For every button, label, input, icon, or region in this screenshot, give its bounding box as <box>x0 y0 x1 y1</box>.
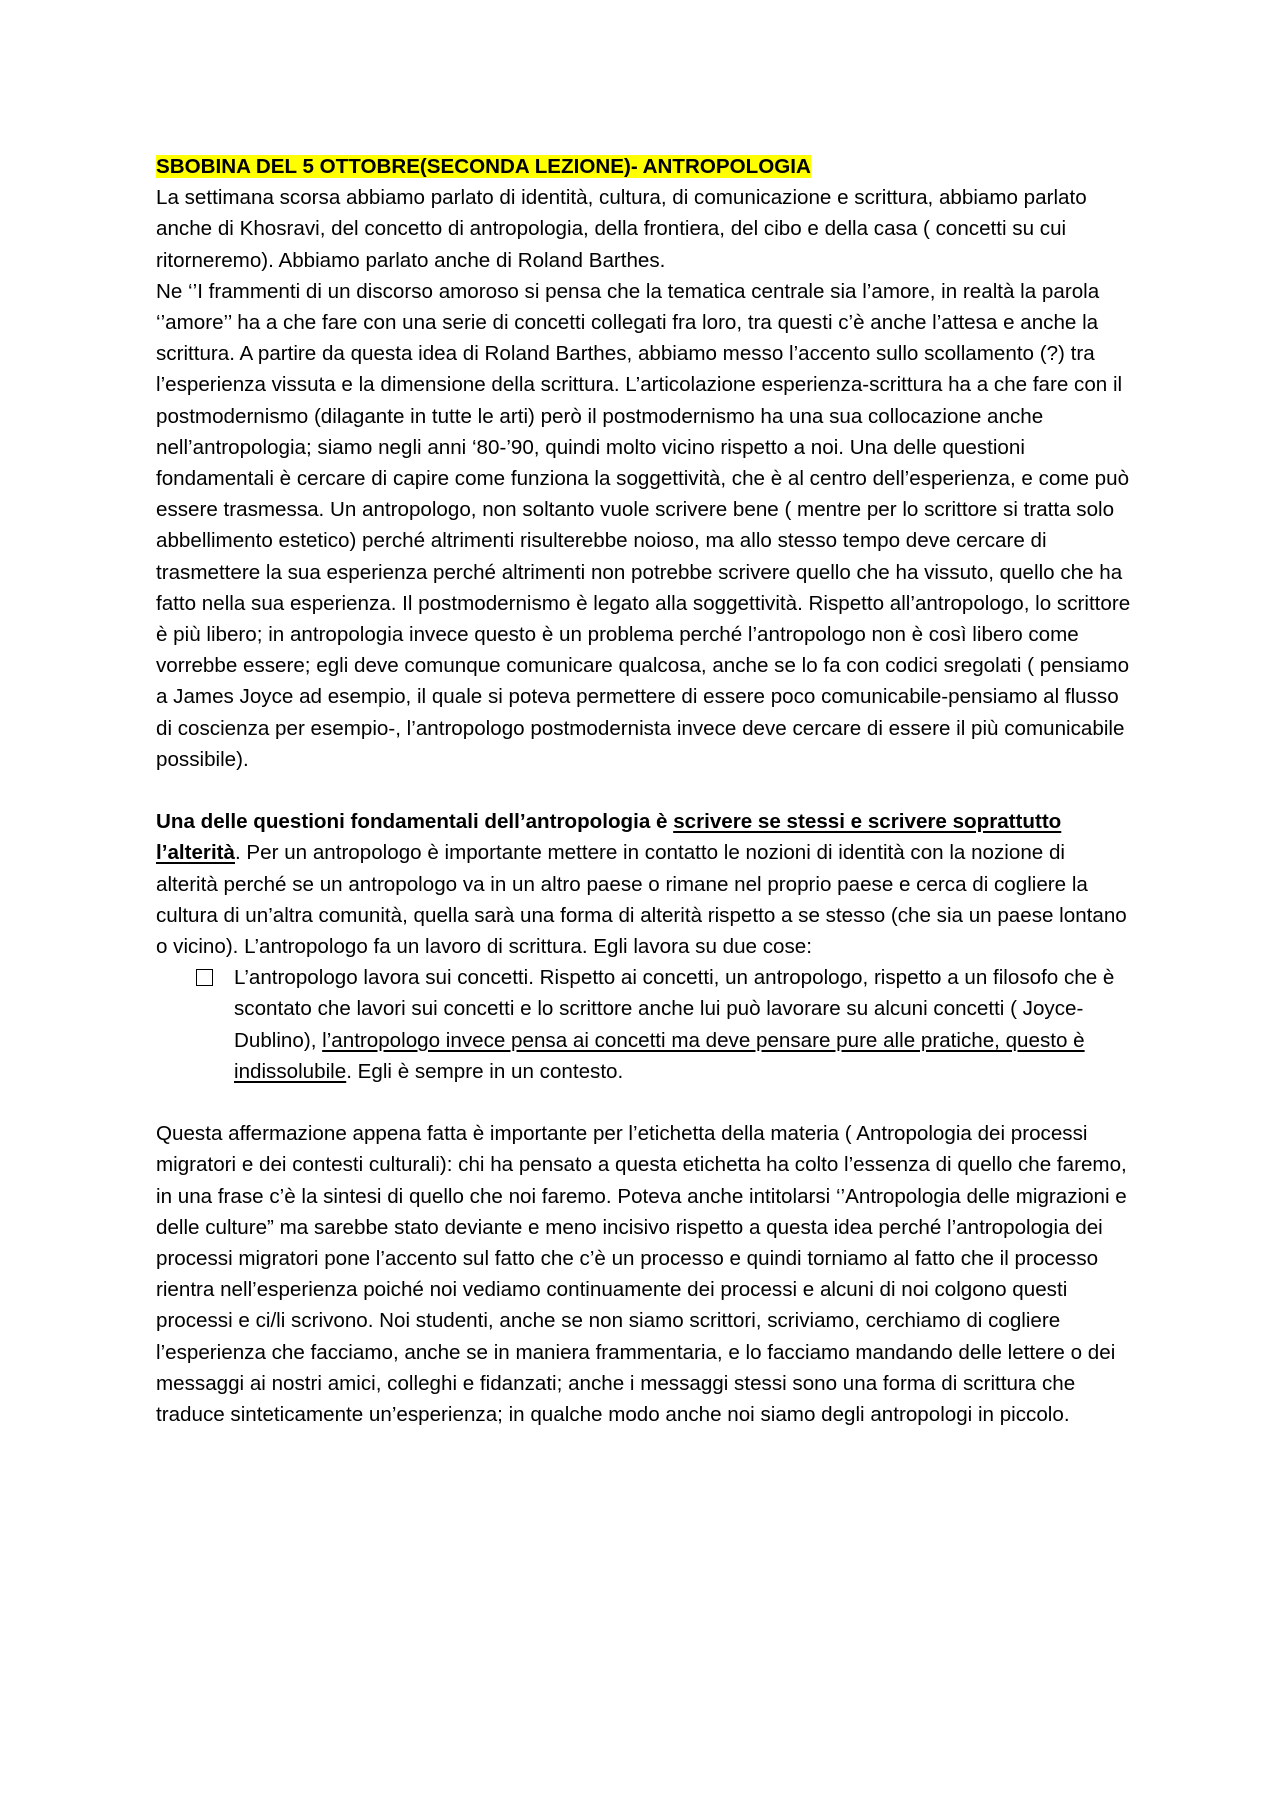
checkbox-icon[interactable] <box>196 969 213 986</box>
paragraph-barthes: Ne ‘’I frammenti di un discorso amoroso si pensa che la tematica centrale sia l’amore, in realtà la parola ‘’amore’’ ha a che fare con una serie di concetti collegati fra loro, tra questi c’è anche l’attesa e anche la scrittura. A partire da questa idea di Roland Barthes, abbiamo messo l’accento sullo scollamento (?) tra l’esperienza vissuta e la dimensione della scrittura. L’articolazione esperienza-scrittura ha a che fare con il postmodernismo (dilagante in tutte le arti) però il postmodernismo ha una sua collocazione anche nell’antropologia; siamo negli anni ‘80-’90, quindi molto vicino rispetto a noi. Una delle questioni fondamentali è cercare di capire come funziona la soggettività, che è al centro dell’esperienza, e come può essere trasmessa. Un antropologo, non soltanto vuole scrivere bene ( mentre per lo scrittore si tratta solo abbellimento estetico) perché altrimenti risulterebbe noioso, ma allo stesso tempo deve cercare di trasmettere la sua esperienza perché altrimenti non potrebbe scrivere quello che ha vissuto, quello che ha fatto nella sua esperienza. Il postmodernismo è legato alla soggettività. Rispetto all’antropologo, lo scrittore è più libero; in antropologia invece questo è un problema perché l’antropologo non è così libero come vorrebbe essere; egli deve comunque comunicare qualcosa, anche se lo fa con codici sregolati ( pensiamo a James Joyce ad esempio, il quale si poteva permettere di essere poco comunicabile-pensiamo al flusso di coscienza per esempio-, l’antropologo postmodernista invece deve cercare di essere il più comunicabile possibile). <box>156 279 1131 771</box>
checklist-item-text: L’antropologo lavora sui concetti. Rispetto ai concetti, un antropologo, rispetto a un filosofo che è scontato che lavori sui concetti e lo scrittore anche lui può lavorare su alcuni concetti ( Joyce-Dublino), <box>234 966 1115 1052</box>
alterity-bold-underlined: scrivere se stessi e scrivere soprattutto l’alterità <box>156 810 1062 865</box>
paragraph-spacer <box>156 775 1132 806</box>
checklist-item-underlined: l’antropologo invece pensa ai concetti ma deve pensare pure alle pratiche, questo è indissolubile <box>234 1028 1085 1083</box>
paragraph-intro: La settimana scorsa abbiamo parlato di identità, cultura, di comunicazione e scrittura, abbiamo parlato anche di Khosravi, del concetto di antropologia, della frontiera, del cibo e della casa ( concetti su cui ritorneremo). Abbiamo parlato anche di Roland Barthes. <box>156 186 1087 272</box>
alterity-bold-lead: Una delle questioni fondamentali dell’antropologia è <box>156 810 674 834</box>
checklist-item-tail: . Egli è sempre in un contesto. <box>346 1059 624 1083</box>
alterity-text: . Per un antropologo è importante mettere in contatto le nozioni di identità con la nozione di alterità perché se un antropologo va in un altro paese o rimane nel proprio paese e cerca di cogliere la cultura di un’altra comunità, quella sarà una forma di alterità rispetto a se stesso (che sia un paese lontano o vicino). L’antropologo fa un lavoro di scrittura. Egli lavora su due cose: <box>156 841 1127 959</box>
paragraph-etichetta: Questa affermazione appena fatta è importante per l’etichetta della materia ( Antropologia dei processi migratori e dei contesti culturali): chi ha pensato a questa etichetta ha colto l’essenza di quello che faremo, in una frase c’è la sintesi di quello che noi faremo. Poteva anche intitolarsi ‘’Antropologia delle migrazioni e delle culture” ma sarebbe stato deviante e meno incisivo rispetto a questa idea perché l’antropologia dei processi migratori pone l’accento sul fatto che c’è un processo e quindi torniamo al fatto che il processo rientra nell’esperienza poiché noi vediamo continuamente dei processi e alcuni di noi colgono questi processi e ci/li scrivono. Noi studenti, anche se non siamo scrittori, scriviamo, cerchiamo di cogliere l’esperienza che facciamo, anche se in maniera frammentaria, e lo facciamo mandando delle lettere o dei messaggi ai nostri amici, colleghi e fidanzati; anche i messaggi stessi sono una forma di scrittura che traduce sinteticamente un’esperienza; in qualche modo anche noi siamo degli antropologi in piccolo. <box>156 1122 1127 1427</box>
paragraph-alterity <box>156 806 1132 962</box>
checklist <box>156 962 1132 1087</box>
document-body <box>156 151 1132 1430</box>
document-title <box>156 151 1132 182</box>
paragraph-spacer <box>156 1087 1132 1118</box>
title-highlight: SBOBINA DEL 5 OTTOBRE(SECONDA LEZIONE)- ANTROPOLOGIA <box>156 155 811 178</box>
checklist-item <box>234 962 1132 1087</box>
